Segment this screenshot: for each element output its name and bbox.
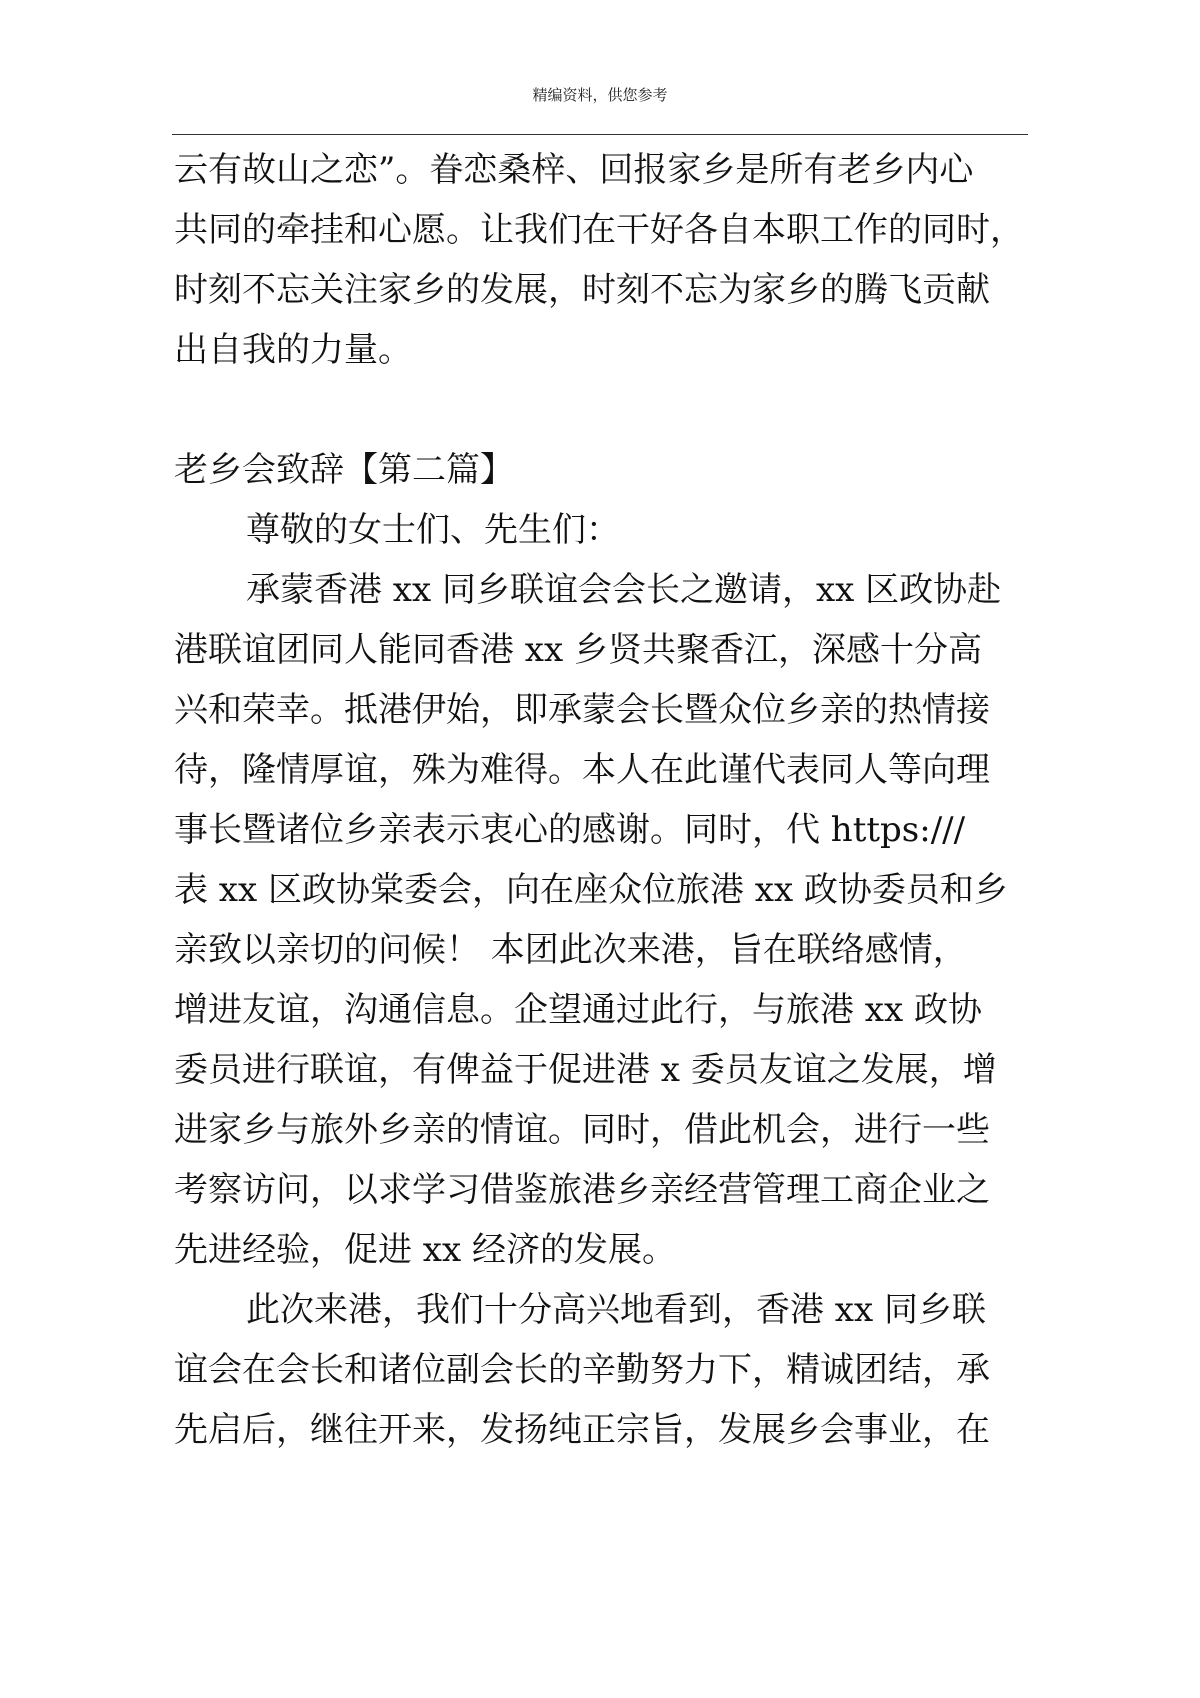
text-line: 时刻不忘关注家乡的发展，时刻不忘为家乡的腾飞贡献 (174, 270, 990, 310)
text-line: 出自我的力量。 (174, 330, 412, 370)
paragraph-gap (174, 380, 1034, 440)
salutation: 尊敬的女士们、先生们： (246, 510, 620, 550)
text-line: 共同的牵挂和心愿。让我们在干好各自本职工作的同时， (174, 210, 1024, 250)
section-title: 老乡会致辞【第二篇】 (174, 450, 514, 490)
continuation-paragraph (174, 140, 1034, 380)
text-line: 谊会在会长和诸位副会长的辛勤努力下，精诚团结，承 (174, 1350, 990, 1390)
text-line: 港联谊团同人能同香港 xx 乡贤共聚香江，深感十分高 (174, 630, 982, 670)
document-body (174, 140, 1034, 1460)
text-line: 事长暨诸位乡亲表示衷心的感谢。同时，代 https:/// (174, 810, 966, 850)
text-line: 云有故山之恋”。眷恋桑梓、回报家乡是所有老乡内心 (174, 150, 974, 190)
paragraph-1 (174, 560, 1034, 1280)
text-line: 兴和荣幸。抵港伊始，即承蒙会长暨众位乡亲的热情接 (174, 690, 990, 730)
text-line: 增进友谊，沟通信息。企望通过此行，与旅港 xx 政协 (174, 990, 982, 1030)
text-line: 承蒙香港 xx 同乡联谊会会长之邀请，xx 区政协赴 (246, 570, 1002, 610)
header-rule (172, 134, 1028, 135)
page-header: 精编资料，供您参考 (532, 86, 668, 104)
text-line: 考察访问，以求学习借鉴旅港乡亲经营管理工商企业之 (174, 1170, 990, 1210)
text-line: 亲致以亲切的问候！ 本团此次来港，旨在联络感情， (174, 930, 967, 970)
text-line: 待，隆情厚谊，殊为难得。本人在此谨代表同人等向理 (174, 750, 990, 790)
paragraph-2 (174, 1280, 1034, 1460)
text-line: 委员进行联谊，有俾益于促进港 x 委员友谊之发展，增 (174, 1050, 997, 1090)
text-line: 进家乡与旅外乡亲的情谊。同时，借此机会，进行一些 (174, 1110, 990, 1150)
text-line: 先启后，继往开来，发扬纯正宗旨，发展乡会事业，在 (174, 1410, 990, 1450)
text-line: 先进经验，促进 xx 经济的发展。 (174, 1230, 676, 1270)
text-line: 表 xx 区政协棠委会，向在座众位旅港 xx 政协委员和乡 (174, 870, 1008, 910)
text-line: 此次来港，我们十分高兴地看到，香港 xx 同乡联 (246, 1290, 986, 1330)
